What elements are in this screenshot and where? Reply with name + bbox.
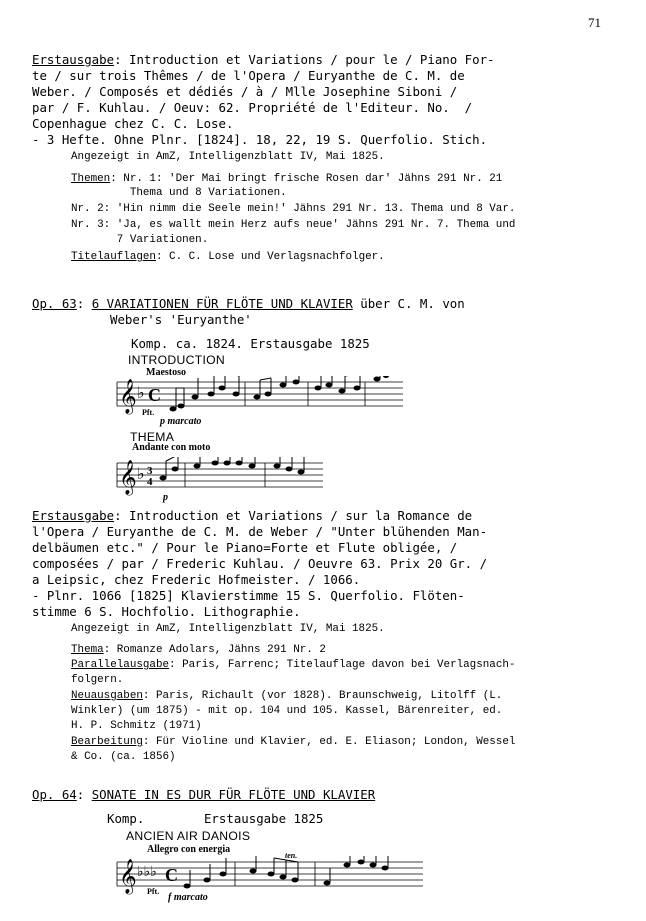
svg-text:𝄞: 𝄞	[119, 460, 137, 495]
new-editions-label: Neuausgaben	[71, 690, 143, 702]
svg-text:♭♭♭: ♭♭♭	[137, 864, 157, 880]
page-number: 71	[588, 15, 601, 30]
first-edition-entry-op63: Erstausgabe: Introduction et Variations / sur la Romance de	[32, 508, 473, 523]
music-incipit-introduction	[115, 376, 405, 426]
entry-line: folgern.	[71, 674, 124, 686]
svg-text:C: C	[165, 865, 178, 885]
tempo-marking: Allegro con energia	[147, 844, 231, 855]
entry-line: composées / par / Frederic Kuhlau. / Oeuvre 63. Prix 20 Gr. /	[32, 556, 488, 571]
music-incipit-allegro	[115, 856, 425, 896]
work-title-line2: Weber's 'Euryanthe'	[110, 312, 252, 327]
work-title: 6 VARIATIONEN FÜR FLÖTE UND KLAVIER	[91, 296, 353, 311]
tempo-marking: Maestoso	[146, 367, 186, 378]
entry-line: & Co. (ca. 1856)	[71, 751, 176, 763]
incipit-caption: INTRODUCTION	[128, 353, 226, 367]
entry-line: - 3 Hefte. Ohne Plnr. [1824]. 18, 22, 19 S. Querfolio. Stich.	[32, 132, 488, 147]
parallel-edition-label: Parallelausgabe	[71, 659, 170, 671]
parallel-edition-entry: Parallelausgabe: Paris, Farrenc; Titelauflage davon bei Verlagsnach-	[71, 659, 516, 671]
entry-line: - Plnr. 1066 [1825] Klavierstimme 15 S. Querfolio. Flöten-	[32, 588, 465, 603]
svg-text:♭: ♭	[137, 383, 145, 402]
theme-entry: Thema: Romanze Adolars, Jähns 291 Nr. 2	[71, 644, 326, 656]
announcement-note: Angezeigt in AmZ, Intelligenzblatt IV, Mai 1825.	[71, 151, 385, 163]
svg-text:3: 3	[147, 465, 153, 477]
entry-line: Weber. / Composés et dédiés / à / Mlle Josephine Siboni /	[32, 84, 458, 99]
piano-label: Pft.	[142, 408, 155, 417]
op64-heading: Op. 64: SONATE IN ES DUR FÜR FLÖTE UND KLAVIER	[32, 787, 376, 802]
tenuto-marking: ten.	[285, 851, 298, 860]
svg-text:𝄞: 𝄞	[119, 379, 137, 414]
music-incipit-thema	[115, 457, 325, 499]
arrangement-label: Bearbeitung	[71, 736, 143, 748]
composition-date: Komp. ca. 1824. Erstausgabe 1825	[131, 336, 370, 351]
svg-text:𝄞: 𝄞	[119, 859, 137, 894]
entry-line: delbäumen etc." / Pour le Piano=Forte et Flute obligée, /	[32, 540, 458, 555]
svg-text:C: C	[148, 385, 161, 405]
themes-label: Themen	[71, 173, 111, 185]
themes-line: Nr. 3: 'Ja, es wallt mein Herz aufs neue' Jähns 291 Nr. 7. Thema und	[71, 219, 516, 231]
entry-line: l'Opera / Euryanthe de C. M. de Weber / "Unter blühenden Man-	[32, 524, 488, 539]
theme-label: Thema	[71, 644, 104, 656]
op63-heading: Op. 63: 6 VARIATIONEN FÜR FLÖTE UND KLAVIER über C. M. von	[32, 296, 465, 311]
entry-line: par / F. Kuhlau. / Oeuv: 62. Propriété de l'Editeur. No. /	[32, 100, 473, 115]
composition-date: Komp. Erstausgabe 1825	[107, 811, 324, 826]
incipit-caption: ANCIEN AIR DANOIS	[126, 829, 251, 843]
opus-label: Op. 63	[32, 296, 77, 311]
title-reissues-label: Titelauflagen	[71, 251, 156, 263]
first-edition-label: Erstausgabe	[32, 508, 115, 523]
themes-entry: Themen: Nr. 1: 'Der Mai bringt frische Rosen dar' Jähns 291 Nr. 21	[71, 173, 503, 185]
announcement-note: Angezeigt in AmZ, Intelligenzblatt IV, Mai 1825.	[71, 623, 385, 635]
entry-line: Copenhague chez C. C. Lose.	[32, 116, 234, 131]
entry-line: te / sur trois Thêmes / de l'Opera / Euryanthe de C. M. de	[32, 68, 465, 83]
new-editions-entry: Neuausgaben: Paris, Richault (vor 1828). Braunschweig, Litolff (L.	[71, 690, 503, 702]
work-title: SONATE IN ES DUR FÜR FLÖTE UND KLAVIER	[91, 787, 376, 802]
dynamic-marking: p	[163, 492, 168, 503]
incipit-caption: THEMA	[130, 430, 175, 444]
themes-line: Thema und 8 Variationen.	[71, 187, 287, 199]
piano-label: Pft.	[147, 887, 160, 896]
title-reissues-entry: Titelauflagen: C. C. Lose und Verlagsnachfolger.	[71, 251, 385, 263]
entry-line: stimme 6 S. Hochfolio. Lithographie.	[32, 604, 301, 619]
svg-text:4: 4	[147, 476, 153, 488]
tempo-marking: Andante con moto	[132, 442, 211, 453]
themes-line: 7 Variationen.	[71, 234, 209, 246]
first-edition-entry-op62: Erstausgabe: Introduction et Variations / pour le / Piano For-	[32, 52, 495, 67]
opus-label: Op. 64	[32, 787, 77, 802]
entry-line: a Leipsic, chez Frederic Hofmeister. / 1066.	[32, 572, 361, 587]
entry-line: H. P. Schmitz (1971)	[71, 720, 202, 732]
arrangement-entry: Bearbeitung: Für Violine und Klavier, ed. E. Eliason; London, Wessel	[71, 736, 516, 748]
first-edition-label: Erstausgabe	[32, 52, 115, 67]
dynamic-marking: f marcato	[168, 892, 208, 903]
themes-line: Nr. 2: 'Hin nimm die Seele mein!' Jähns 291 Nr. 13. Thema und 8 Var.	[71, 203, 516, 215]
dynamic-marking: p marcato	[160, 416, 202, 427]
entry-line: Winkler) (um 1875) - mit op. 104 und 105. Kassel, Bärenreiter, ed.	[71, 705, 503, 717]
svg-text:♭: ♭	[137, 464, 145, 483]
